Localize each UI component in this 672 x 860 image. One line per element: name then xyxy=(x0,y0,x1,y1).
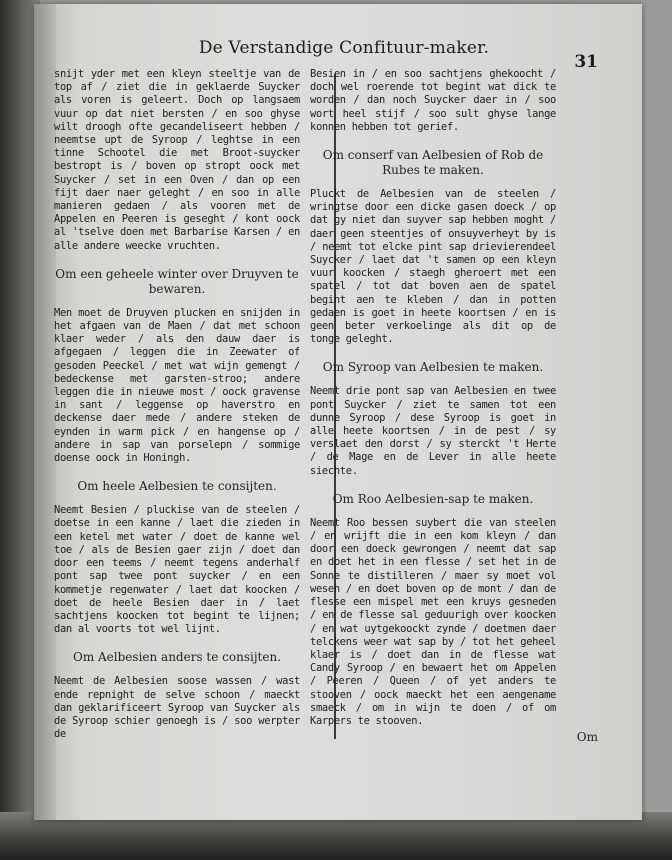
left-paragraph-3: Neemt Besien / pluckise van de steelen / doetse in een kanne / laet die zieden in een ketel met water / doet de kanne wel toe / als de Besien gaer zijn / doet dan door een teems / neemt tegens anderhalf pont sap twee pont suycker / en een kommetje regenwater / laet dat koocken / doet de heele Besien daer in / laet sachtjens koocken tot begint te lijnen; dan al voorts tot wel lijnt. xyxy=(54,504,300,636)
section-heading-whole-currants: Om heele Aelbesien te consijten. xyxy=(77,479,277,494)
page-gutter xyxy=(34,4,56,820)
left-column xyxy=(54,68,300,741)
left-paragraph-4: Neemt de Aelbesien soose wassen / wast ende repnight de selve schoon / maeckt dan geklarificeert Syroop van Suycker als de Syroop schier genoegh is / soo werpter de xyxy=(54,675,300,741)
catchword: Om xyxy=(576,730,598,744)
left-paragraph-1: snijt yder met een kleyn steeltje van de top af / ziet die in geklaerde Suycker als voren is geleert. Doch op langsaem vuur op dat niet bersten / en soo ghyse wilt droogh ofte gecandeliseert hebben / neemtse upt de Syroop / leghtse in een tinne Schootel die met Broot-suycker bestropt is / boven op stropt oock met Suycker / set in een Oven / dan op een fijt daer naer geleght / en soo in alle manieren gedaen / als vooren met de Appelen en Peeren is geseght / kont oock al 'tselve doen met Barbarise Karsen / en alle andere weecke vruchten. xyxy=(54,68,300,252)
right-paragraph-3: Neemt drie pont sap van Aelbesien en twee pont Suycker / ziet te samen tot een dunne Syroop / dese Syroop is goet in alle heete koortsen / in de pest / sy verslaet den dorst / sy sterckt 't Herte / de Mage en de Lever in alle heete siechte. xyxy=(310,385,556,477)
right-paragraph-2: Pluckt de Aelbesien van de steelen / wringtse door een dicke gasen doeck / op dat gy niet dan suyver sap hebben moght / daer geen steentjes of onsuyverheyt by is / neemt tot elcke pint sap drievierendeel Suycker / laet dat 't samen op een kleyn vuur koocken / staegh gheroert met een spatel / tot dat boven aen de spatel begint aen te kleben / dan in potten gedaen is goet in heete koortsen / en is geen beter verkoelinge als dit op de tonge geleght. xyxy=(310,188,556,346)
section-heading-grapes: Om een geheele winter over Druyven te bewaren. xyxy=(55,266,299,296)
running-head: De Verstandige Confituur-maker. xyxy=(198,38,490,58)
section-heading-red-juice: Om Roo Aelbesien-sap te maken. xyxy=(332,491,534,506)
page-number: 31 xyxy=(574,52,598,72)
right-paragraph-4: Neemt Roo bessen suybert die van steelen / en wrijft die in een kom kleyn / dan door een doeck gewrongen / neemt dat sap en doet het in een flesse / set het in de Sonne te distilleren / maer sy moet vol wesen / en doet boven op de mont / dan de flesse een mispel met een kruys gesneden / en de flesse sal geduurigh over koocken / en wat uytgekoockt zynde / doetmen daer telckens weer wat sap by / tot het geheel klaer is / doet dan in de flesse wat Candy Syroop / en bewaert het om Appelen / Peeren / Queen / of yet anders te stooven / oock maeckt het een aengename smaeck / om in wijn te doen / of om Karpers te stooven. xyxy=(310,516,556,727)
right-paragraph-1: Besien in / en soo sachtjens ghekoocht / doch wel roerende tot begint wat dick te worden / dan noch Suycker daer in / soo wort heel stijf / soo sult ghyse lange konnen hebben tot gerief. xyxy=(310,68,556,133)
section-heading-currants-other: Om Aelbesien anders te consijten. xyxy=(72,650,282,665)
right-column xyxy=(310,68,556,728)
book-page xyxy=(34,4,642,820)
left-paragraph-2: Men moet de Druyven plucken en snijden in het afgaen van de Maen / dat met schoon klaer weder / als den dauw daer is afgegaen / leggen die in Zeewater of gesoden Peeckel / met wat wijn gemengt / bedeckense met garsten-stroo; andere leggen die in nieuwe most / oock gravense in sant / leggense op haverstro en deckense daer mede / andere steken de eynden in warm pick / en hangense op / andere in sap van porselepn / sommige doense oock in Honingh. xyxy=(54,306,300,465)
section-heading-conserve: Om conserf van Aelbesien of Rob de Rubes te maken. xyxy=(322,148,544,178)
section-heading-syrup: Om Syroop van Aelbesien te maken. xyxy=(322,360,544,375)
